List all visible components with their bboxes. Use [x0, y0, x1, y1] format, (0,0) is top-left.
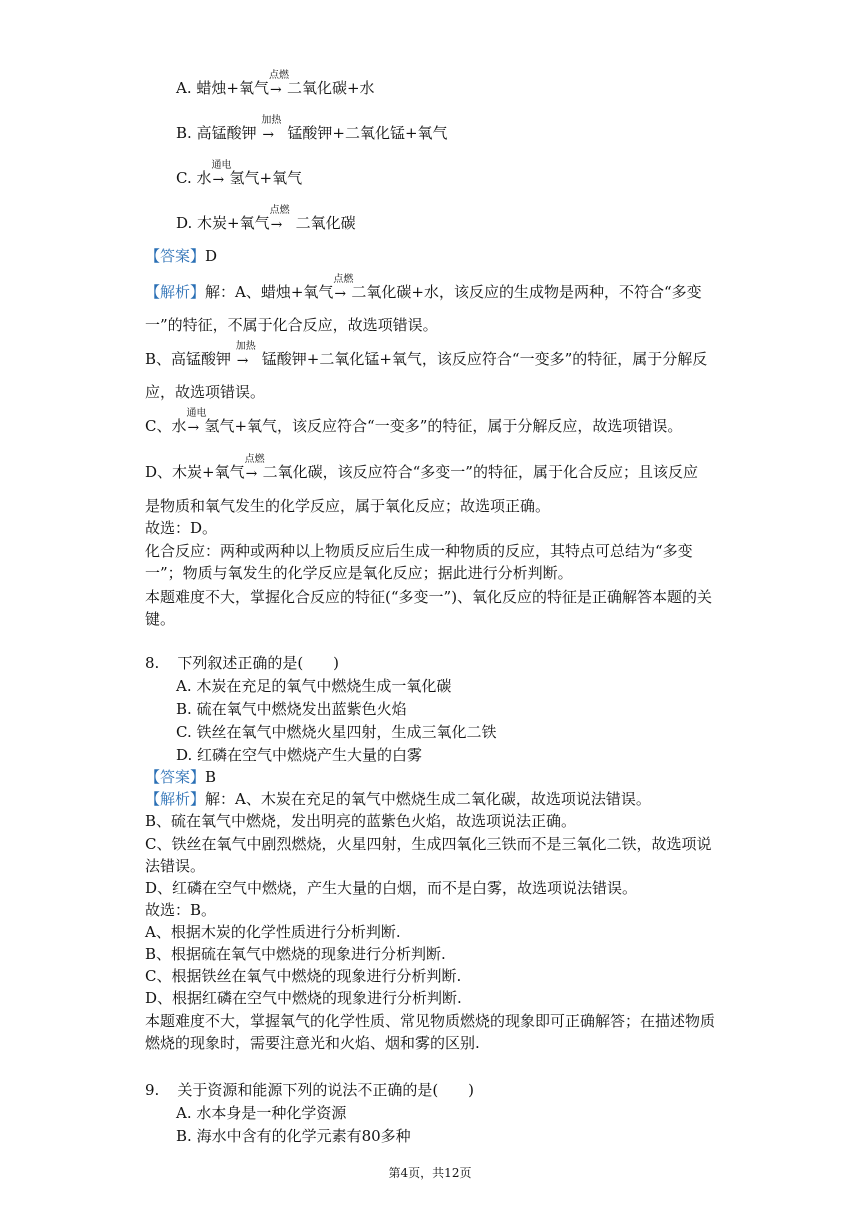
q8-option-a: A. 木炭在充足的氧气中燃烧生成一氧化碳 — [176, 677, 452, 695]
page-footer: 第4页，共12页 — [388, 1166, 472, 1180]
q7-choose: 故选：D。 — [145, 519, 218, 537]
arrow-icon: → — [187, 420, 200, 436]
arrow-icon: → — [212, 172, 225, 188]
q8-analysis-4: D、红磷在空气中燃烧，产生大量的白烟，而不是白雾，故选项说法错误。 — [145, 879, 638, 897]
q8-analysis-5: 故选：B。 — [145, 901, 217, 919]
arrow-icon: → — [269, 82, 282, 98]
q7-note-1: 化合反应：两种或两种以上物质反应后生成一种物质的反应，其特点可总结为“多变一”；物质与氧发生的化学反应是氧化反应；据此进行分析判断。 — [145, 542, 693, 582]
arrow-icon: → — [236, 353, 249, 369]
q7-analysis-c: C、水 通电 → 氢气+氧气，该反应符合“一变多”的特征，属于分解反应，故选项错误。 — [145, 408, 683, 436]
q8-analysis-8: C、根据铁丝在氧气中燃烧的现象进行分析判断. — [145, 967, 462, 985]
q7-option-c: C. 水 通电 → 氢气+氧气 — [176, 160, 303, 188]
q7-note-2: 本题难度不大，掌握化合反应的特征(“多变一”)、氧化反应的特征是正确解答本题的关键。 — [145, 588, 713, 628]
q8-option-c: C. 铁丝在氧气中燃烧火星四射，生成三氧化二铁 — [176, 723, 497, 741]
q8-analysis-2: B、硫在氧气中燃烧，发出明亮的蓝紫色火焰，故选项说法正确。 — [145, 812, 577, 830]
q7-option-a: A. 蜡烛+氧气 点燃 → 二氧化碳+水 — [176, 70, 375, 98]
q9-option-a: A. 水本身是一种化学资源 — [176, 1104, 347, 1122]
q7-option-b: B. 高锰酸钾 加热 → 锰酸钾+二氧化锰+氧气 — [176, 115, 448, 143]
arrow-icon: → — [270, 217, 283, 233]
q8-option-d: D. 红磷在空气中燃烧产生大量的白雾 — [176, 746, 423, 764]
q7-analysis-b: B、高锰酸钾 加热 → 锰酸钾+二氧化锰+氧气，该反应符合“一变多”的特征，属于分解反 — [145, 341, 708, 369]
arrow-icon: → — [262, 127, 275, 143]
q8-answer: 【答案】B — [145, 768, 217, 786]
q9-option-b: B. 海水中含有的化学元素有80多种 — [176, 1127, 411, 1145]
q7-option-d: D. 木炭+氧气 点燃 → 二氧化碳 — [176, 205, 356, 233]
arrow-icon: → — [334, 286, 347, 302]
q8-analysis-10: 本题难度不大，掌握氧气的化学性质、常见物质燃烧的现象即可正确解答；在描述物质燃烧的现象时，需要注意光和火焰、烟和雾的区别. — [145, 1012, 716, 1052]
q7-answer: 【答案】D — [145, 247, 218, 265]
q8-option-b: B. 硫在氧气中燃烧发出蓝紫色火焰 — [176, 700, 407, 718]
q8-analysis-6: A、根据木炭的化学性质进行分析判断. — [145, 923, 401, 941]
arrow-icon: → — [245, 466, 258, 482]
q7-analysis-a-cont: 一”的特征，不属于化合反应，故选项错误。 — [145, 316, 438, 334]
q8-analysis-9: D、根据红磷在空气中燃烧的现象进行分析判断. — [145, 989, 462, 1007]
q8-analysis-7: B、根据硫在氧气中燃烧的现象进行分析判断. — [145, 945, 446, 963]
q9-stem: 9. 关于资源和能源下列的说法不正确的是( ) — [145, 1081, 475, 1099]
q8-analysis-3: C、铁丝在氧气中剧烈燃烧，火星四射，生成四氧化三铁而不是三氧化二铁，故选项说法错误。 — [145, 835, 712, 875]
q7-analysis-a: 【解析】解：A、蜡烛+氧气 点燃 → 二氧化碳+水，该反应的生成物是两种，不符合“多变 — [145, 274, 702, 302]
q7-analysis-b-cont: 应，故选项错误。 — [145, 383, 266, 401]
q8-analysis-1: 【解析】解：A、木炭在充足的氧气中燃烧生成二氧化碳，故选项说法错误。 — [145, 790, 651, 808]
q7-analysis-d-cont: 是物质和氧气发生的化学反应，属于氧化反应；故选项正确。 — [145, 497, 551, 515]
q7-analysis-d: D、木炭+氧气 点燃 → 二氧化碳，该反应符合“多变一”的特征，属于化合反应；且该反应 — [145, 454, 698, 482]
q8-stem: 8. 下列叙述正确的是( ) — [145, 654, 340, 672]
